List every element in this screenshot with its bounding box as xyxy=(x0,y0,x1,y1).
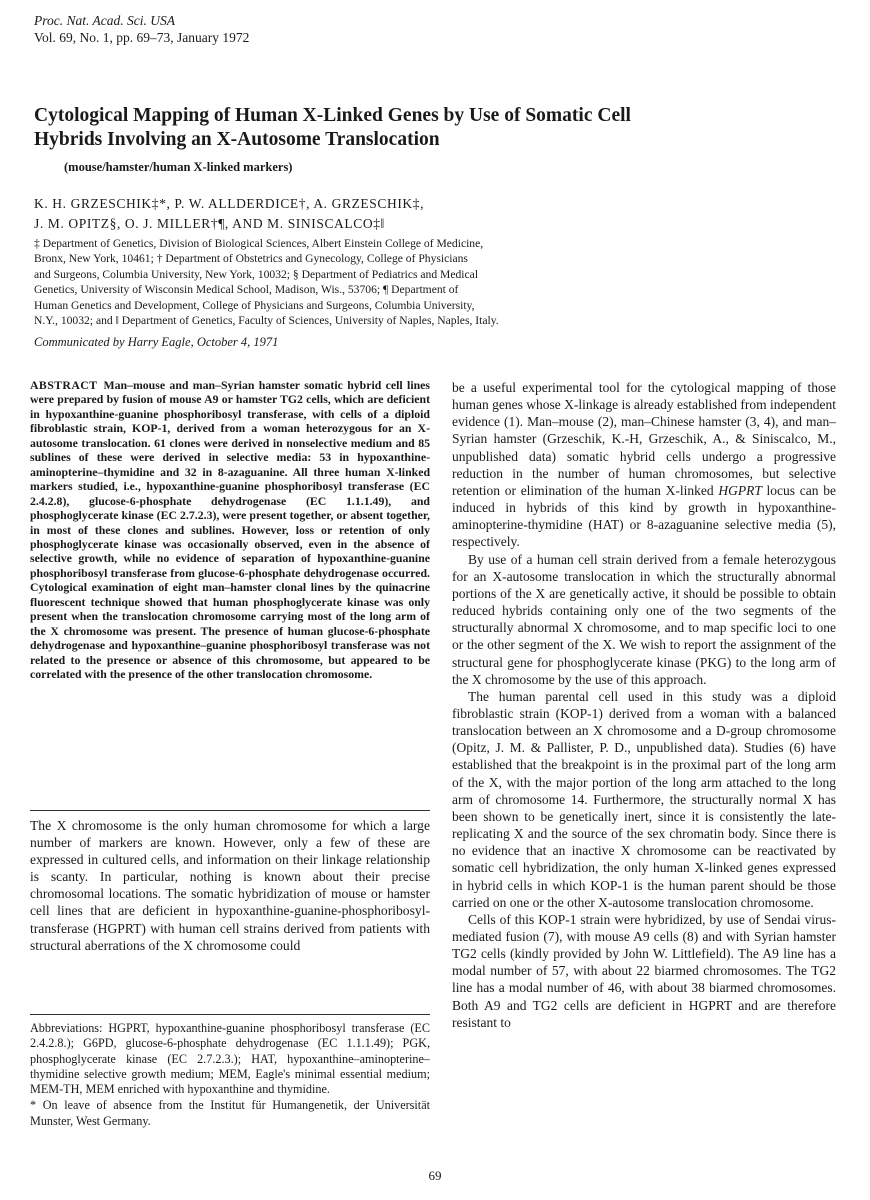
abstract-divider xyxy=(30,810,430,811)
title-line-2: Hybrids Involving an X-Autosome Translocation xyxy=(34,129,440,150)
affiliation-line: Genetics, University of Wisconsin Medical School, Madison, Wis., 53706; ¶ Department of xyxy=(34,283,459,297)
abstract-text: Man–mouse and man–Syrian hamster somatic hybrid cell lines were prepared by fusion of mouse A9 or hamster TG2 cells, which are deficient in hypoxanthine-guanine phosphoribosyl transferase, with cells of a diploid fibroblastic strain, KOP-1, derived from a woman heterozygous for an X-autosome translocation. 61 clones were derived in nonselective medium and 85 sublines of these were derived in selective media: 53 in hypoxanthine-aminopterine–thymidine and 32 in 8-azaguanine. All three human X-linked markers studied, i.e., hypoxanthine-guanine phosphoribosyl transferase (EC 2.4.2.8), glucose-6-phosphate dehydrogenase (EC 1.1.1.49), and phosphoglycerate kinase (EC 2.7.2.3), were present together, or absent together, in most of these clones and sublines. However, loss or retention of only phosphoglycerate kinase was occasionally observed, even in the absence of selective growth, while no evidence of separation of hypoxanthine-guanine phosphoribosyl transferase from glucose-6-phosphate dehydrogenase occurred. Cytological examination of eight man–hamster clonal lines by the quinacrine fluorescent technique showed that human phosphoglycerate kinase was only present when the translocation chromosome carrying most of the long arm of the X chromosome was present. The presence of human glucose-6-phosphate dehydrogenase and hypoxanthine–guanine phosphoribosyl transferase was not related to the presence or absence of this chromosome, but appeared to be correlated with the presence of the other translocation chromosome. xyxy=(30,378,430,682)
affiliation-line: and Surgeons, Columbia University, New York, 10032; § Department of Pediatrics and Medical xyxy=(34,267,479,281)
page-number: 69 xyxy=(428,1168,442,1183)
authors-line-1: K. H. GRZESCHIK‡*, P. W. ALLDERDICE†, A. GRZESCHIK‡, xyxy=(34,196,425,211)
footnote-divider xyxy=(30,1014,430,1015)
abbreviations-footnote: Abbreviations: HGPRT, hypoxanthine-guanine phosphoribosyl transferase (EC 2.4.2.8.); G6PD, glucose-6-phosphate dehydrogenase (EC 1.1.1.49); PGK, phosphoglycerate kinase (EC 2.7.2.3.); HAT, hypoxanthine–aminopterine–thymidine selective growth medium; MEM, Eagle's minimal essential medium; MEM-TH, MEM enriched with hypoxanthine and thymidine. xyxy=(30,1021,430,1097)
keywords: (mouse/hamster/human X-linked markers) xyxy=(64,160,293,174)
affiliation-line: Human Genetics and Development, College of Physicians and Surgeons, Columbia University, xyxy=(34,298,475,312)
leave-footnote: * On leave of absence from the Institut für Humangenetik, der Universität Munster, West Germany. xyxy=(30,1098,430,1128)
affiliation-line: ‡ Department of Genetics, Division of Biological Sciences, Albert Einstein College of Medicine, xyxy=(34,237,484,250)
affiliations xyxy=(34,236,834,328)
affiliation-line: Bronx, New York, 10461; † Department of Obstetrics and Gynecology, College of Physicians xyxy=(34,252,468,266)
intro-paragraph: The X chromosome is the only human chromosome for which a large number of markers are known. However, only a few of these are expressed in cultured cells, and information on their linkage relationship is scanty. In particular, nothing is known about their precise chromosomal locations. The somatic hybridization of mouse or hamster cell lines that are deficient in hypoxanthine-guanine-phosphoribosyl-transferase (HGPRT) with human cell strains derived from patients with structural aberrations of the X chromosome could xyxy=(30,818,430,953)
journal-name: Proc. Nat. Acad. Sci. USA xyxy=(34,13,175,28)
abstract-label: ABSTRACT xyxy=(30,378,98,392)
journal-header xyxy=(34,12,249,46)
right-column-body xyxy=(452,379,836,1031)
paragraph-text: locus can be induced in hybrids of this kind by growth in hypoxanthine-aminopterine-thymidine (HAT) or 8-azaguanine selective media (5), respectively. xyxy=(452,482,836,550)
affiliation-line: N.Y., 10032; and ‖ Department of Genetics, Faculty of Sciences, University of Naples, Naples, Italy. xyxy=(34,314,499,328)
paragraph: By use of a human cell strain derived from a female heterozygous for an X-autosome translocation in which the structurally abnormal portions of the X are genetically active, it should be possible to obtain reduced hybrids containing only one of the two segments of the structurally abnormal X chromosome, and to map specific loci to one or the other segment of the X. We wish to report the assignment of the structural gene for phosphoglycerate kinase (PKG) to the long arm of the X chromosome by the use of this approach. xyxy=(452,551,836,687)
communicated-by: Communicated by Harry Eagle, October 4, 1971 xyxy=(34,335,279,349)
paragraph-text: be a useful experimental tool for the cytological mapping of those human genes whose X-linkage is already established from independent evidence (1). Man–mouse (2), man–Chinese hamster (3, 4), and man–Syrian hamster (Grzeschik, K.-H, Grzeschik, A., & Siniscalco, M., unpublished data) somatic hybrid cells undergo a progressive reduction in the number of human chromosomes, but selective retention or elimination of the human X-linked xyxy=(452,380,836,498)
title-line-1: Cytological Mapping of Human X-Linked Genes by Use of Somatic Cell xyxy=(34,105,631,126)
paragraph-continuation xyxy=(452,379,836,551)
paragraph: The human parental cell used in this study was a diploid fibroblastic strain (KOP-1) derived from a woman with a balanced translocation between an X chromosome and a D-group chromosome (Opitz, J. M. & Pallister, P. D., unpublished data). Studies (6) have established that the breakpoint is in the proximal part of the long arm of the X, with the major portion of the long arm attached to the long arm of chromosome 14. Furthermore, the structurally normal X has been shown to be genetically inert, since it is consistently the late-replicating X and the source of the sex chromatin body. Since there is no evidence that an inactive X chromosome can be reactivated by somatic cell hybridization, the only human X-linked genes expressed in hybrid cells in which KOP-1 is the human parent should be those carried on one or the other X-autosome translocation chromosome. xyxy=(452,688,836,910)
paragraph: Cells of this KOP-1 strain were hybridized, by use of Sendai virus-mediated fusion (7), with mouse A9 cells (8) and with Syrian hamster TG2 cells (kindly provided by John W. Littlefield). The A9 line has a modal number of 57, with about 22 biarmed chromosomes. The TG2 line has a modal number of 46, with about 38 biarmed chromosomes. Both A9 and TG2 cells are deficient in HGPRT and are therefore resistant to xyxy=(452,911,836,1030)
article-title xyxy=(34,104,814,152)
author-list xyxy=(34,194,424,234)
gene-symbol: HGPRT xyxy=(718,482,762,498)
journal-volume: Vol. 69, No. 1, pp. 69–73, January 1972 xyxy=(34,30,250,45)
left-column-body xyxy=(30,817,430,954)
footnotes xyxy=(30,1021,430,1129)
authors-line-2: J. M. OPITZ§, O. J. MILLER†¶, AND M. SINISCALCO‡‖ xyxy=(34,216,385,231)
abstract xyxy=(30,378,430,682)
